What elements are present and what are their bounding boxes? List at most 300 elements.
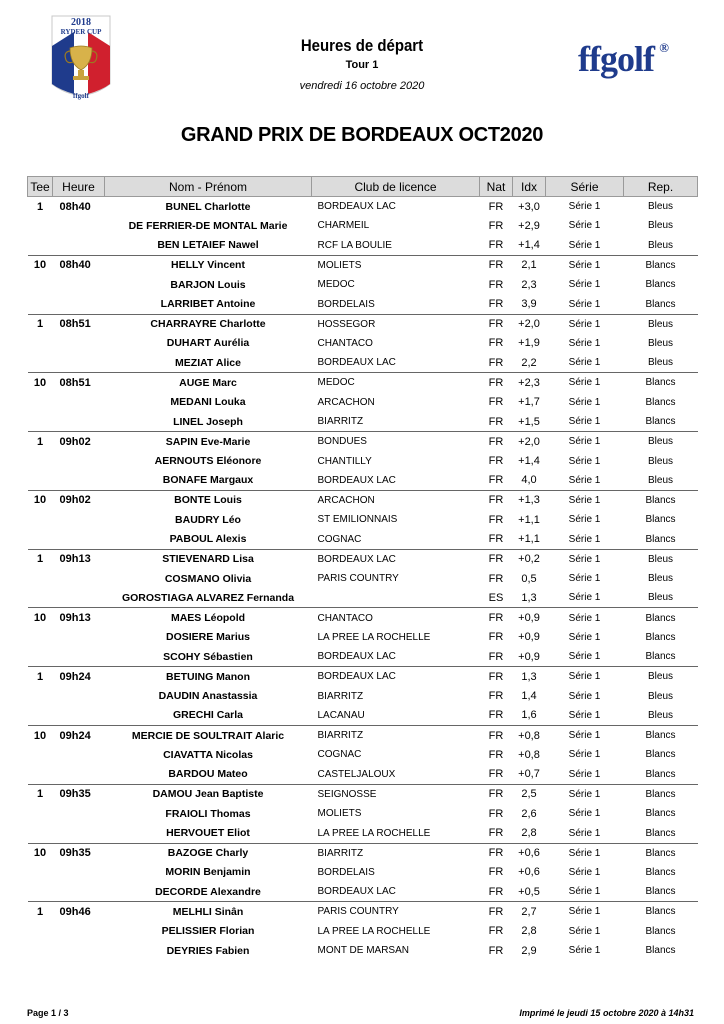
- cell-nat: FR: [488, 219, 504, 232]
- cell-nat: FR: [488, 866, 504, 879]
- cell-heure: [53, 216, 105, 236]
- cell-rep: Blancs: [645, 945, 676, 957]
- table-row: [28, 843, 698, 863]
- cell-rep: Blancs: [624, 902, 698, 922]
- cell-heure: [53, 471, 105, 491]
- cell-serie: Série 1: [546, 667, 624, 687]
- cell-serie: Série 1: [568, 749, 601, 761]
- cell-idx: +0,7: [518, 768, 540, 781]
- table-row: [28, 197, 698, 217]
- cell-rep: Bleus: [647, 709, 673, 721]
- cell-rep: Blancs: [645, 396, 676, 408]
- cell-heure: [53, 863, 105, 883]
- table-row: [28, 432, 698, 452]
- table-row: [28, 530, 698, 550]
- table-row: [28, 392, 698, 412]
- cell-club: BORDEAUX LAC: [312, 667, 480, 687]
- event-title: GRAND PRIX DE BORDEAUX OCT2020: [180, 124, 544, 146]
- cell-idx: +0,2: [513, 549, 546, 569]
- cell-idx: 2,7: [513, 902, 546, 922]
- cell-heure: [53, 392, 105, 412]
- table-row: [28, 824, 698, 844]
- cell-nom: BONTE Louis: [105, 490, 312, 510]
- table-row: [28, 510, 698, 530]
- cell-rep: Blancs: [645, 533, 676, 545]
- cell-nom: DEYRIES Fabien: [166, 944, 250, 957]
- cell-nat: FR: [488, 690, 504, 703]
- cell-idx: +0,9: [518, 650, 540, 663]
- cell-club: BORDEAUX LAC: [317, 651, 396, 663]
- cell-heure: [53, 451, 105, 471]
- table-row: [28, 490, 698, 510]
- cell-heure: 09h35: [53, 784, 105, 804]
- cell-nom: SAPIN Eve-Marie: [105, 432, 312, 452]
- cell-nat: FR: [480, 432, 513, 452]
- cell-idx: +1,4: [518, 455, 540, 468]
- cell-tee: 10: [28, 726, 53, 746]
- cell-rep: Bleus: [647, 690, 673, 702]
- table-row: [28, 334, 698, 354]
- tee-times-table: [27, 176, 698, 961]
- cell-nat: FR: [488, 807, 504, 820]
- cell-nom: MORIN Benjamin: [165, 866, 251, 879]
- table-row: [28, 236, 698, 256]
- cell-serie: Série 1: [546, 726, 624, 746]
- cell-club: MEDOC: [312, 373, 480, 393]
- cell-tee: [28, 863, 53, 883]
- cell-rep: Bleus: [624, 314, 698, 334]
- cell-nom: LINEL Joseph: [173, 415, 243, 428]
- cell-tee: [28, 804, 53, 824]
- table-row: [28, 745, 698, 765]
- ryder-sub-text: ffgolf: [73, 92, 89, 100]
- table-row: [28, 804, 698, 824]
- cell-club: MONT DE MARSAN: [317, 945, 409, 957]
- cell-nat: FR: [488, 298, 504, 311]
- cell-tee: [28, 412, 53, 432]
- table-row: [28, 882, 698, 902]
- cell-nom: HERVOUET Eliot: [166, 827, 250, 840]
- cell-tee: [28, 686, 53, 706]
- cell-heure: 08h51: [53, 373, 105, 393]
- cell-rep: Bleus: [647, 357, 673, 369]
- cell-tee: [28, 334, 53, 354]
- cell-nom: DAMOU Jean Baptiste: [105, 784, 312, 804]
- cell-nom: BEN LETAIEF Nawel: [157, 239, 259, 252]
- cell-serie: Série 1: [546, 608, 624, 628]
- cell-heure: 08h40: [53, 255, 105, 275]
- cell-club: CHANTACO: [312, 608, 480, 628]
- cell-nom: PABOUL Alexis: [169, 533, 247, 546]
- cell-nom: CHARRAYRE Charlotte: [105, 314, 312, 334]
- cell-club: ARCACHON: [317, 396, 375, 408]
- cell-nat: FR: [488, 337, 504, 350]
- cell-club: BORDEAUX LAC: [317, 474, 396, 486]
- print-timestamp: Imprimé le jeudi 15 octobre 2020 à 14h31: [519, 1008, 694, 1018]
- cell-serie: Série 1: [568, 357, 601, 369]
- cell-heure: 09h24: [53, 667, 105, 687]
- cell-heure: [53, 412, 105, 432]
- cell-serie: Série 1: [568, 651, 601, 663]
- cell-nom: DE FERRIER-DE MONTAL Marie: [128, 219, 288, 232]
- cell-tee: 1: [28, 314, 53, 334]
- table-row: [28, 275, 698, 295]
- cell-club: BORDELAIS: [317, 866, 375, 878]
- cell-rep: Blancs: [645, 416, 676, 428]
- cell-idx: 2,8: [521, 827, 537, 840]
- cell-idx: 2,9: [521, 944, 537, 957]
- cell-serie: Série 1: [568, 945, 601, 957]
- cell-idx: 0,5: [521, 572, 537, 585]
- cell-rep: Blancs: [645, 279, 676, 291]
- cell-idx: 4,0: [521, 474, 537, 487]
- cell-tee: [28, 216, 53, 236]
- cell-tee: [28, 941, 53, 961]
- table-row: [28, 412, 698, 432]
- cell-club: ARCACHON: [312, 490, 480, 510]
- cell-idx: 2,3: [521, 278, 537, 291]
- cell-tee: [28, 882, 53, 902]
- cell-idx: +2,0: [513, 314, 546, 334]
- cell-heure: [53, 510, 105, 530]
- cell-idx: +1,5: [518, 415, 540, 428]
- cell-tee: [28, 451, 53, 471]
- cell-nat: FR: [488, 474, 504, 487]
- cell-nom: DOSIERE Marius: [165, 631, 251, 644]
- col-header-serie: Série: [546, 177, 624, 197]
- cell-tee: [28, 236, 53, 256]
- table-row: [28, 569, 698, 589]
- cell-nat: FR: [480, 549, 513, 569]
- cell-nom: CIAVATTA Nicolas: [163, 748, 253, 761]
- cell-serie: Série 1: [568, 279, 601, 291]
- cell-idx: +0,5: [518, 885, 540, 898]
- table-body: [28, 197, 698, 961]
- cell-rep: Bleus: [647, 474, 673, 486]
- cell-tee: [28, 706, 53, 726]
- table-row: [28, 667, 698, 687]
- cell-serie: Série 1: [568, 455, 601, 467]
- cell-nom: HELLY Vincent: [105, 255, 312, 275]
- cell-nat: FR: [480, 726, 513, 746]
- cell-club: COGNAC: [317, 749, 362, 761]
- cell-serie: Série 1: [568, 768, 601, 780]
- cell-club: MOLIETS: [312, 255, 480, 275]
- cell-club: BORDEAUX LAC: [317, 201, 396, 213]
- cell-rep: Blancs: [645, 514, 676, 526]
- cell-nom: BARJON Louis: [170, 278, 246, 291]
- cell-club: CHANTILLY: [317, 455, 372, 467]
- cell-rep: Blancs: [645, 808, 676, 820]
- cell-heure: 08h40: [59, 200, 91, 213]
- cell-tee: [28, 471, 53, 491]
- cell-rep: Blancs: [645, 768, 676, 780]
- col-header-nat: Nat: [480, 177, 513, 197]
- cell-nat: FR: [480, 902, 513, 922]
- cell-serie: Série 1: [546, 373, 624, 393]
- cell-nom: MELHLI Sinân: [105, 902, 312, 922]
- ryder-name-text: RYDER CUP: [60, 28, 102, 36]
- cell-club: ST EMILIONNAIS: [317, 514, 398, 526]
- cell-tee: [28, 588, 53, 608]
- page-number: Page 1 / 3: [27, 1008, 69, 1018]
- cell-rep: Bleus: [647, 455, 673, 467]
- table-row: [28, 588, 698, 608]
- table-row: [28, 608, 698, 628]
- cell-serie: Série 1: [568, 886, 601, 898]
- cell-serie: Série 1: [568, 396, 601, 408]
- cell-serie: Série 1: [568, 514, 601, 526]
- cell-heure: [53, 647, 105, 667]
- cell-nat: FR: [488, 239, 504, 252]
- cell-nat: ES: [488, 591, 504, 604]
- cell-club: SEIGNOSSE: [312, 784, 480, 804]
- cell-idx: +1,4: [518, 239, 540, 252]
- cell-heure: [53, 765, 105, 785]
- col-header-club: Club de licence: [312, 177, 480, 197]
- cell-rep: Blancs: [624, 784, 698, 804]
- cell-nat: FR: [480, 314, 513, 334]
- cell-tee: [28, 824, 53, 844]
- cell-rep: Blancs: [645, 631, 676, 643]
- cell-serie: Série 1: [568, 239, 601, 251]
- cell-nat: FR: [488, 885, 504, 898]
- cell-nom: BUNEL Charlotte: [165, 200, 251, 213]
- cell-club: BIARRITZ: [317, 416, 364, 428]
- cell-nom: GRECHI Carla: [172, 709, 244, 722]
- cell-nat: FR: [488, 533, 504, 546]
- cell-serie: Série 1: [568, 298, 601, 310]
- cell-rep: Blancs: [645, 298, 676, 310]
- table-row: [28, 765, 698, 785]
- table-row: [28, 706, 698, 726]
- cell-serie: Série 1: [546, 490, 624, 510]
- cell-idx: +2,0: [513, 432, 546, 452]
- cell-club: CASTELJALOUX: [317, 768, 396, 780]
- table-row: [28, 686, 698, 706]
- cell-heure: [53, 275, 105, 295]
- table-row: [28, 628, 698, 648]
- ffgolf-logo-text: ffgolf: [578, 39, 654, 79]
- registered-icon: ®: [659, 40, 668, 55]
- table-row: [28, 216, 698, 236]
- cell-club: BORDEAUX LAC: [317, 357, 396, 369]
- cell-nat: FR: [480, 608, 513, 628]
- cell-nom: SCOHY Sébastien: [163, 650, 253, 663]
- cell-club: BIARRITZ: [317, 690, 364, 702]
- cell-idx: +0,8: [513, 726, 546, 746]
- cell-nom: BONAFE Margaux: [162, 474, 254, 487]
- cell-club: HOSSEGOR: [312, 314, 480, 334]
- cell-rep: Blancs: [624, 726, 698, 746]
- cell-rep: Blancs: [645, 749, 676, 761]
- cell-serie: Série 1: [568, 592, 601, 604]
- cell-tee: [28, 745, 53, 765]
- cell-serie: Série 1: [568, 925, 601, 937]
- table-row: [28, 451, 698, 471]
- cell-rep: Blancs: [624, 373, 698, 393]
- cell-rep: Bleus: [647, 201, 673, 213]
- cell-nat: FR: [488, 572, 504, 585]
- cell-nat: FR: [488, 748, 504, 761]
- cell-idx: +0,6: [518, 866, 540, 879]
- col-header-nom: Nom - Prénom: [105, 177, 312, 197]
- cell-rep: Bleus: [647, 592, 673, 604]
- cell-tee: [28, 294, 53, 314]
- cell-club: LA PREE LA ROCHELLE: [317, 827, 431, 839]
- cell-serie: Série 1: [546, 902, 624, 922]
- table-row: [28, 647, 698, 667]
- cell-heure: 09h24: [53, 726, 105, 746]
- cell-idx: +0,8: [518, 748, 540, 761]
- cell-rep: Blancs: [645, 651, 676, 663]
- cell-rep: Blancs: [645, 925, 676, 937]
- cell-club: [312, 588, 480, 608]
- cell-idx: +1,7: [518, 396, 540, 409]
- cell-heure: [53, 921, 105, 941]
- cell-nom: FRAIOLI Thomas: [165, 807, 251, 820]
- cell-heure: [53, 745, 105, 765]
- cell-rep: Blancs: [624, 608, 698, 628]
- cell-heure: [53, 353, 105, 373]
- cell-idx: +2,9: [518, 219, 540, 232]
- cell-nat: FR: [488, 455, 504, 468]
- cell-serie: Série 1: [568, 866, 601, 878]
- page-title: Heures de départ: [300, 36, 424, 55]
- table-row: [28, 863, 698, 883]
- cell-idx: 1,6: [521, 709, 537, 722]
- cell-nom: MERCIE DE SOULTRAIT Alaric: [105, 726, 312, 746]
- cell-tee: 1: [28, 432, 53, 452]
- cell-heure: 08h51: [53, 314, 105, 334]
- table-row: [28, 941, 698, 961]
- cell-nat: FR: [488, 396, 504, 409]
- cell-rep: Bleus: [624, 667, 698, 687]
- cell-rep: Blancs: [624, 255, 698, 275]
- cell-heure: [53, 686, 105, 706]
- cell-tee: 1: [28, 667, 53, 687]
- cell-tee: [28, 628, 53, 648]
- table-row: [28, 784, 698, 804]
- cell-nom: DECORDE Alexandre: [155, 885, 261, 898]
- cell-nom: PELISSIER Florian: [161, 925, 255, 938]
- cell-heure: [53, 588, 105, 608]
- cell-nom: COSMANO Olivia: [164, 572, 252, 585]
- table-row: [28, 255, 698, 275]
- cell-idx: +1,9: [518, 337, 540, 350]
- cell-serie: Série 1: [546, 843, 624, 863]
- cell-nat: FR: [480, 490, 513, 510]
- cell-nat: FR: [488, 278, 504, 291]
- cell-nat: FR: [488, 709, 504, 722]
- cell-nom: DUHART Aurélia: [166, 337, 250, 350]
- cell-nat: FR: [488, 415, 504, 428]
- cell-serie: Série 1: [568, 533, 601, 545]
- cell-serie: Série 1: [568, 474, 601, 486]
- cell-idx: 2,8: [521, 925, 537, 938]
- cell-serie: Série 1: [568, 201, 601, 213]
- cell-idx: 2,6: [521, 807, 537, 820]
- cell-idx: +1,1: [518, 513, 540, 526]
- cell-heure: 09h13: [53, 608, 105, 628]
- cell-nom: MEZIAT Alice: [175, 356, 241, 369]
- cell-idx: 1,3: [513, 667, 546, 687]
- cell-club: BORDEAUX LAC: [317, 886, 396, 898]
- cell-serie: Série 1: [568, 709, 601, 721]
- cell-club: RCF LA BOULIE: [317, 239, 392, 251]
- cell-rep: Bleus: [647, 337, 673, 349]
- cell-heure: 09h46: [53, 902, 105, 922]
- cell-serie: Série 1: [568, 220, 601, 232]
- col-header-tee: Tee: [28, 177, 53, 197]
- cell-tee: 1: [28, 549, 53, 569]
- cell-serie: Série 1: [546, 255, 624, 275]
- cell-tee: [28, 921, 53, 941]
- cell-tee: [28, 647, 53, 667]
- cell-nat: FR: [488, 925, 504, 938]
- cell-idx: +0,9: [513, 608, 546, 628]
- cell-idx: 2,2: [521, 356, 537, 369]
- cell-club: LA PREE LA ROCHELLE: [317, 631, 431, 643]
- cell-idx: +0,6: [513, 843, 546, 863]
- cell-nat: FR: [480, 373, 513, 393]
- cell-nat: FR: [480, 255, 513, 275]
- cell-nom: AUGE Marc: [105, 373, 312, 393]
- cell-club: MOLIETS: [317, 808, 362, 820]
- cell-tee: 1: [28, 902, 53, 922]
- table-row: [28, 549, 698, 569]
- cell-heure: 09h13: [53, 549, 105, 569]
- cell-nom: STIEVENARD Lisa: [105, 549, 312, 569]
- cell-nom: LARRIBET Antoine: [160, 298, 256, 311]
- col-header-heure: Heure: [53, 177, 105, 197]
- cell-serie: Série 1: [568, 416, 601, 428]
- cell-tee: [28, 353, 53, 373]
- cell-tee: 10: [28, 255, 53, 275]
- cell-idx: +1,3: [513, 490, 546, 510]
- cell-serie: Série 1: [568, 690, 601, 702]
- cell-nom: GOROSTIAGA ALVAREZ Fernanda: [121, 591, 295, 604]
- cell-heure: [53, 294, 105, 314]
- cell-club: MEDOC: [317, 279, 355, 291]
- cell-idx: +1,1: [518, 533, 540, 546]
- cell-nat: FR: [488, 944, 504, 957]
- table-row: [28, 471, 698, 491]
- cell-club: LA PREE LA ROCHELLE: [317, 925, 431, 937]
- cell-nat: FR: [488, 631, 504, 644]
- cell-heure: [53, 824, 105, 844]
- cell-club: PARIS COUNTRY: [312, 902, 480, 922]
- cell-idx: 2,1: [513, 255, 546, 275]
- cell-idx: +3,0: [518, 200, 540, 213]
- cell-nat: FR: [480, 667, 513, 687]
- table-row: [28, 314, 698, 334]
- cell-club: BONDUES: [312, 432, 480, 452]
- cell-serie: Série 1: [546, 432, 624, 452]
- table-row: [28, 294, 698, 314]
- cell-idx: +0,9: [518, 631, 540, 644]
- cell-rep: Blancs: [645, 827, 676, 839]
- cell-serie: Série 1: [568, 827, 601, 839]
- col-header-idx: Idx: [513, 177, 546, 197]
- cell-rep: Blancs: [645, 866, 676, 878]
- cell-nom: MAES Léopold: [105, 608, 312, 628]
- ryder-year-text: 2018: [71, 17, 91, 28]
- cell-club: BORDELAIS: [317, 298, 375, 310]
- cell-serie: Série 1: [546, 314, 624, 334]
- cell-tee: 1: [36, 200, 44, 213]
- cell-heure: [53, 706, 105, 726]
